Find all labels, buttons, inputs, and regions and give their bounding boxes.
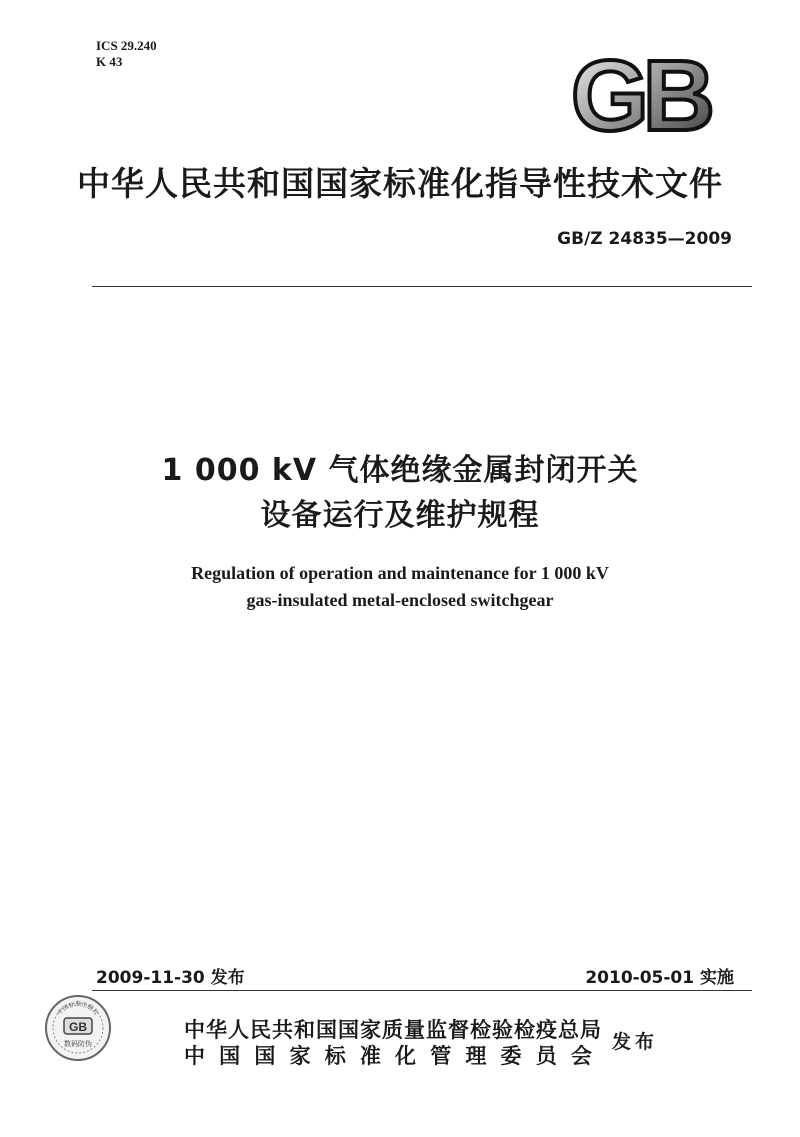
- title-en-line2: gas-insulated metal-enclosed switchgear: [246, 590, 554, 610]
- standard-number: GB/Z 24835—2009: [557, 229, 732, 249]
- title-zh-line1: 1 000 kV 气体绝缘金属封闭开关: [161, 453, 639, 488]
- footer-divider: [92, 990, 752, 991]
- implementation-date: 2010-05-01 实施: [585, 968, 734, 988]
- publisher-line2-char: 员: [535, 1044, 557, 1068]
- publisher-line2-char: 中: [184, 1044, 205, 1068]
- publisher-line2-char: 家: [289, 1044, 311, 1068]
- publisher-line2-char: 化: [395, 1044, 417, 1068]
- title-zh-line2: 设备运行及维护规程: [260, 498, 540, 533]
- publish-label: 发布: [612, 1031, 659, 1053]
- svg-text:GB: GB: [571, 46, 709, 138]
- publisher-line2-char: 国: [254, 1044, 276, 1068]
- publisher-line2-char: 准: [359, 1044, 381, 1068]
- publisher-line2-char: 委: [500, 1044, 522, 1068]
- svg-text:数码防伪: 数码防伪: [64, 1040, 92, 1048]
- publisher-line2-char: 标: [324, 1044, 346, 1068]
- anti-counterfeit-seal-icon: [44, 994, 112, 1062]
- title-en-line1: Regulation of operation and maintenance for 1 000 kV: [191, 563, 609, 583]
- publisher-line2-char: 管: [430, 1044, 452, 1068]
- publisher-line2-char: 理: [465, 1044, 487, 1068]
- publisher-line2-char: 会: [570, 1044, 592, 1068]
- ccs-code: K 43: [96, 54, 123, 69]
- svg-text:GB: GB: [69, 1020, 87, 1034]
- publisher-line2-char: 国: [219, 1044, 241, 1068]
- issue-date: 2009-11-30 发布: [96, 968, 245, 988]
- gb-logo-icon: [560, 46, 720, 138]
- classification-codes: [96, 38, 157, 70]
- document-type-title: 中华人民共和国国家标准化指导性技术文件: [77, 164, 723, 203]
- publisher-line2: [184, 1040, 592, 1070]
- publisher-line1: 中华人民共和国国家质量监督检验检疫总局: [184, 1018, 602, 1042]
- ics-code: ICS 29.240: [96, 38, 157, 53]
- svg-text:中国标准出版社: 中国标准出版社: [56, 1001, 100, 1017]
- header-divider: [92, 286, 752, 287]
